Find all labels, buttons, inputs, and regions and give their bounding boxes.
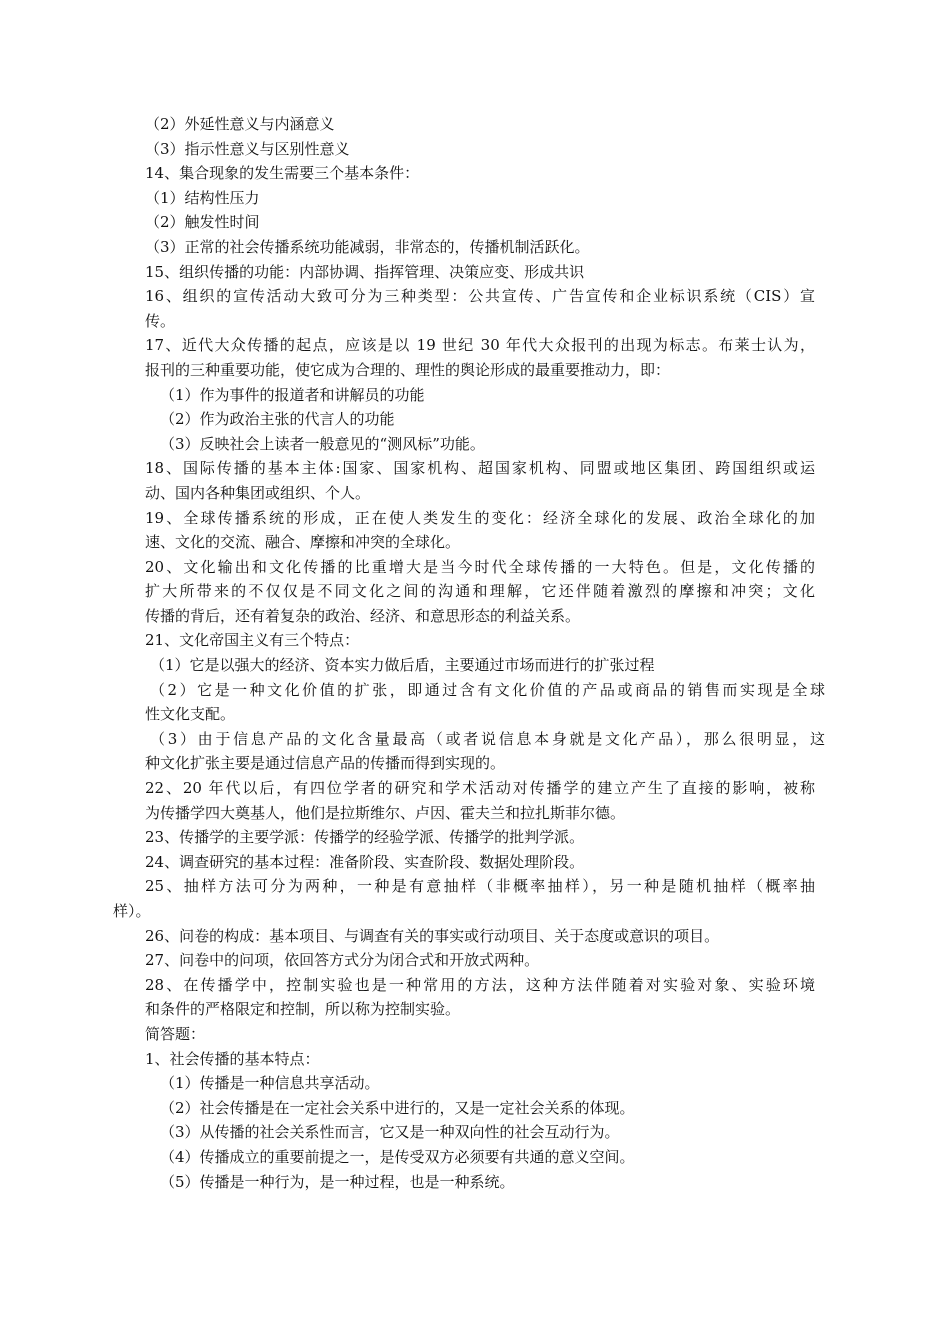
text-line: 27、问卷中的问项，依回答方式分为闭合式和开放式两种。 xyxy=(145,951,540,970)
text-line: （3）指示性意义与区别性意义 xyxy=(145,139,350,158)
text-line: （1）作为事件的报道者和讲解员的功能 xyxy=(160,385,425,404)
text-line: 和条件的严格限定和控制，所以称为控制实验。 xyxy=(145,1000,461,1019)
text-line: 性文化支配。 xyxy=(145,705,236,724)
text-line: 26、问卷的构成：基本项目、与调查有关的事实或行动项目、关于态度或意识的项目。 xyxy=(145,926,720,945)
text-line: （2）它是一种文化价值的扩张，即通过含有文化价值的产品或商品的销售而实现是全球 xyxy=(150,680,825,699)
text-line: （5）传播是一种行为，是一种过程，也是一种系统。 xyxy=(160,1172,515,1191)
text-line: 22、20 年代以后，有四位学者的研究和学术活动对传播学的建立产生了直接的影响，被称 xyxy=(145,779,815,798)
text-line: （3）反映社会上读者一般意见的“测风标”功能。 xyxy=(160,434,485,453)
text-line: 传播的背后，还有着复杂的政治、经济、和意思形态的利益关系。 xyxy=(145,606,581,625)
text-line: （2）触发性时间 xyxy=(145,213,260,232)
text-line: 16、组织的宣传活动大致可分为三种类型：公共宣传、广告宣传和企业标识系统（CIS）宣 xyxy=(145,287,815,306)
text-line: 23、传播学的主要学派：传播学的经验学派、传播学的批判学派。 xyxy=(145,828,585,847)
text-line: （2）作为政治主张的代言人的功能 xyxy=(160,410,395,429)
text-line: 18、国际传播的基本主体:国家、国家机构、超国家机构、同盟或地区集团、跨国组织或运 xyxy=(145,459,815,478)
text-line: （1）它是以强大的经济、资本实力做后盾，主要通过市场而进行的扩张过程 xyxy=(150,656,655,675)
text-line: 19、全球传播系统的形成，正在使人类发生的变化：经济全球化的发展、政治全球化的加 xyxy=(145,508,815,527)
text-line: （1）传播是一种信息共享活动。 xyxy=(160,1074,380,1093)
text-line: （1）结构性压力 xyxy=(145,188,260,207)
text-line: 25、抽样方法可分为两种，一种是有意抽样（非概率抽样），另一种是随机抽样（概率抽 xyxy=(145,877,815,896)
text-line: 17、近代大众传播的起点，应该是以 19 世纪 30 年代大众报刊的出现为标志。布莱士认为， xyxy=(145,336,815,355)
text-line: 24、调查研究的基本过程：准备阶段、实查阶段、数据处理阶段。 xyxy=(145,852,585,871)
document-body xyxy=(0,112,950,1194)
text-line: 报刊的三种重要功能，使它成为合理的、理性的舆论形成的最重要推动力，即： xyxy=(145,360,671,379)
text-line: （4）传播成立的重要前提之一，是传受双方必须要有共通的意义空间。 xyxy=(160,1147,635,1166)
text-line: 21、文化帝国主义有三个特点： xyxy=(145,631,360,650)
text-line: 样）。 xyxy=(113,902,151,920)
text-line: 14、集合现象的发生需要三个基本条件： xyxy=(145,164,420,183)
text-line: 20、文化输出和文化传播的比重增大是当今时代全球传播的一大特色。但是，文化传播的 xyxy=(145,557,815,576)
text-line: （3）由于信息产品的文化含量最高（或者说信息本身就是文化产品），那么很明显，这 xyxy=(150,729,825,748)
text-line: 传。 xyxy=(145,311,176,330)
text-line: 种文化扩张主要是通过信息产品的传播而得到实现的。 xyxy=(145,754,506,773)
text-line: 为传播学四大奠基人，他们是拉斯维尔、卢因、霍夫兰和拉扎斯菲尔德。 xyxy=(145,803,626,822)
text-line: 动、国内各种集团或组织、个人。 xyxy=(145,483,371,502)
text-line: （3）正常的社会传播系统功能减弱，非常态的，传播机制活跃化。 xyxy=(145,237,590,256)
text-line: 1、社会传播的基本特点： xyxy=(145,1049,320,1068)
text-line: 28、在传播学中，控制实验也是一种常用的方法，这种方法伴随着对实验对象、实验环境 xyxy=(145,975,815,994)
text-line: （3）从传播的社会关系性而言，它又是一种双向性的社会互动行为。 xyxy=(160,1123,620,1142)
text-line: （2）社会传播是在一定社会关系中进行的，又是一定社会关系的体现。 xyxy=(160,1098,635,1117)
text-line: 15、组织传播的功能：内部协调、指挥管理、决策应变、形成共识 xyxy=(145,262,585,281)
text-line: 速、文化的交流、融合、摩擦和冲突的全球化。 xyxy=(145,533,461,552)
text-line: 扩大所带来的不仅仅是不同文化之间的沟通和理解，它还伴随着激烈的摩擦和冲突；文化 xyxy=(145,582,815,601)
text-line: （2）外延性意义与内涵意义 xyxy=(145,115,335,133)
text-line: 简答题： xyxy=(145,1024,206,1043)
